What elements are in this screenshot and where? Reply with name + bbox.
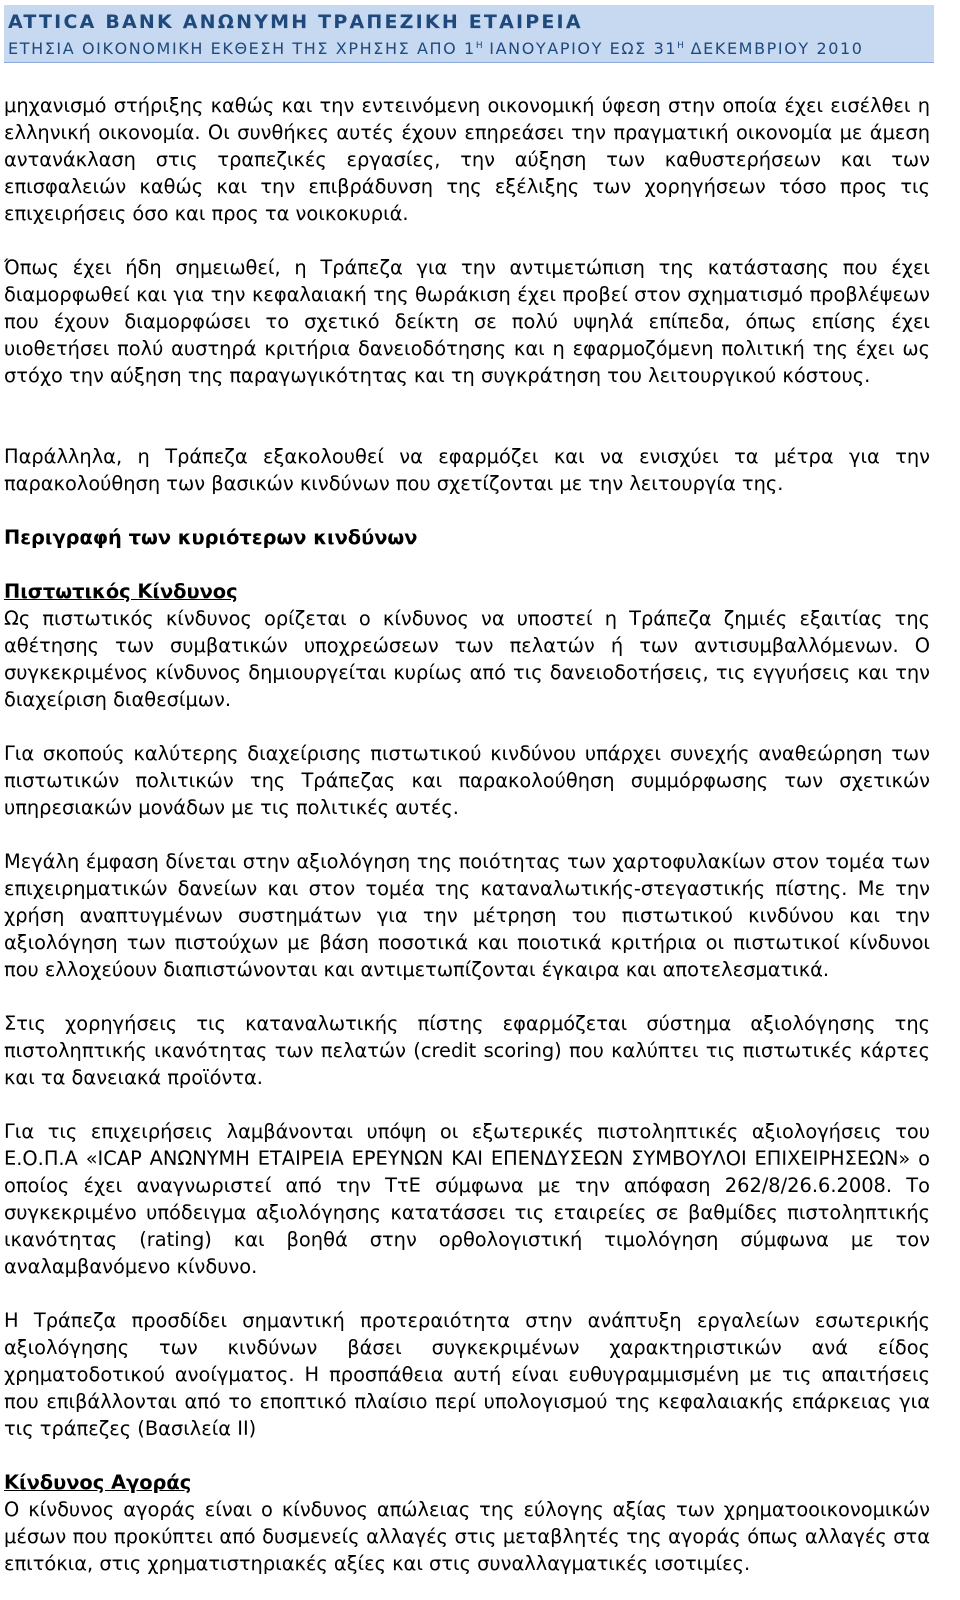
- heading-market-risk: Κίνδυνος Αγοράς: [4, 1471, 192, 1494]
- subtitle-sup1: Η: [475, 41, 483, 51]
- paragraph-credit-scoring: Στις χορηγήσεις τις καταναλωτικής πίστης εφαρμόζεται σύστημα αξιολόγησης της πιστοληπτικής ικανότητας των πελατών (credit scoring) που καλύπτει τις πιστωτικές κάρτες και τα δανειακά προϊόντα.: [4, 1012, 930, 1089]
- paragraph-market-risk-definition: Ο κίνδυνος αγοράς είναι ο κίνδυνος απώλειας της εύλογης αξίας των χρηματοοικονομικών μέσων που προκύπτει από δυσμενείς αλλαγές στις μεταβλητές της αγοράς όπως αλλαγές στα επιτόκια, στις χρηματιστηριακές αξίες και στις συναλλαγματικές ισοτιμίες.: [4, 1498, 930, 1575]
- subtitle-part3: ΔΕΚΕΜΒΡΙΟΥ 2010: [683, 39, 864, 58]
- paragraph-bank-measures: Όπως έχει ήδη σημειωθεί, η Τράπεζα για την αντιμετώπιση της κατάστασης που έχει διαμορφωθεί και για την κεφαλαιακή της θωράκιση έχει προβεί στον σχηματισμό προβλέψεων που έχουν διαμορφώσει το σχετικό δείκτη σε πολύ υψηλά επίπεδα, όπως επίσης έχει υιοθετήσει πολύ αυστηρά κριτήρια δανειοδότησης και η εφαρμοζόμενη πολιτική της έχει ως στόχο την αύξηση της παραγωγικότητας και τη συγκράτηση του λειτουργικού κόστους.: [4, 256, 930, 387]
- document-header: [4, 5, 934, 63]
- paragraph-credit-risk-definition: Ως πιστωτικός κίνδυνος ορίζεται ο κίνδυνος να υποστεί η Τράπεζα ζημιές εξαιτίας της αθέτησης των συμβατικών υποχρεώσεων των πελατών ή των αντισυμβαλλόμενων. Ο συγκεκριμένος κίνδυνος δημιουργείται κυρίως από τις δανειοδοτήσεις, τις εγγυήσεις και την διαχείριση διαθεσίμων.: [4, 607, 930, 711]
- subtitle-part1: ΕΤΗΣΙΑ ΟΙΚΟΝΟΜΙΚΗ ΕΚΘΕΣΗ ΤΗΣ ΧΡΗΣΗΣ ΑΠΟ 1: [8, 39, 476, 58]
- subtitle-part2: ΙΑΝΟΥΑΡΙΟΥ ΕΩΣ 31: [482, 39, 678, 58]
- company-title: ATTICA BANK ΑΝΩΝΥΜΗ ΤΡΑΠΕΖΙΚΗ ΕΤΑΙΡΕΙΑ: [8, 11, 583, 33]
- heading-credit-risk: Πιστωτικός Κίνδυνος: [4, 580, 238, 603]
- paragraph-external-ratings: Για τις επιχειρήσεις λαμβάνονται υπόψη οι εξωτερικές πιστοληπτικές αξιολογήσεις του Ε.Ο.Π.Α «ICAP ΑΝΩΝΥΜΗ ΕΤΑΙΡΕΙΑ ΕΡΕΥΝΩΝ ΚΑΙ ΕΠΕΝΔΥΣΕΩΝ ΣΥΜΒΟΥΛΟΙ ΕΠΙΧΕΙΡΗΣΕΩΝ» ο οποίος έχει αναγνωριστεί από την ΤτΕ σύμφωνα με την απόφαση 262/8/26.6.2008. Το συγκεκριμένο υπόδειγμα αξιολόγησης κατατάσσει τις εταιρείες σε βαθμίδες πιστοληπτικής ικανότητας (rating) και βοηθά στην ορθολογιστική τιμολόγηση σύμφωνα με τον αναλαμβανόμενο κίνδυνο.: [4, 1120, 930, 1278]
- subtitle-sup2: Η: [677, 41, 684, 51]
- document-body: [4, 92, 930, 1577]
- paragraph-credit-policy-review: Για σκοπούς καλύτερης διαχείρισης πιστωτικού κινδύνου υπάρχει συνεχής αναθεώρηση των πιστωτικών πολιτικών της Τράπεζας και παρακολούθηση συμμόρφωσης των σχετικών υπηρεσιακών μονάδων με τις πολιτικές αυτές.: [4, 742, 930, 819]
- report-subtitle: [8, 39, 864, 58]
- paragraph-portfolio-quality: Μεγάλη έμφαση δίνεται στην αξιολόγηση της ποιότητας των χαρτοφυλακίων στον τομέα των επιχειρηματικών δανείων και στον τομέα της καταναλωτικής-στεγαστικής πίστης. Με την χρήση αναπτυγμένων συστημάτων για την μέτρηση του πιστωτικού κινδύνου και την αξιολόγηση των πιστούχων με βάση ποσοτικά και ποιοτικά κριτήρια οι πιστωτικοί κίνδυνοι που ελλοχεύουν διαπιστώνονται και αντιμετωπίζονται έγκαιρα και αποτελεσματικά.: [4, 850, 930, 981]
- heading-main-risks: Περιγραφή των κυριότερων κινδύνων: [4, 526, 418, 549]
- paragraph-risk-monitoring: Παράλληλα, η Τράπεζα εξακολουθεί να εφαρμόζει και να ενισχύει τα μέτρα για την παρακολούθηση των βασικών κινδύνων που σχετίζονται με την λειτουργία της.: [4, 445, 930, 495]
- paragraph-economic-context: μηχανισμό στήριξης καθώς και την εντεινόμενη οικονομική ύφεση στην οποία έχει εισέλθει η ελληνική οικονομία. Οι συνθήκες αυτές έχουν επηρεάσει την πραγματική οικονομία με άμεση αντανάκλαση στις τραπεζικές εργασίες, την αύξηση των καθυστερήσεων και των επισφαλειών καθώς και την επιβράδυνση της εξέλιξης των χορηγήσεων τόσο προς τις επιχειρήσεις όσο και προς τα νοικοκυριά.: [4, 94, 930, 225]
- paragraph-internal-tools: Η Τράπεζα προσδίδει σημαντική προτεραιότητα στην ανάπτυξη εργαλείων εσωτερικής αξιολόγησης των κινδύνων βάσει συγκεκριμένων χαρακτηριστικών ανά είδος χρηματοδοτικού ανοίγματος. Η προσπάθεια αυτή είναι ευθυγραμμισμένη με τις απαιτήσεις που επιβάλλονται από το εποπτικό πλαίσιο περί υπολογισμού της κεφαλαιακής επάρκειας για τις τράπεζες (Βασιλεία ΙΙ): [4, 1309, 930, 1440]
